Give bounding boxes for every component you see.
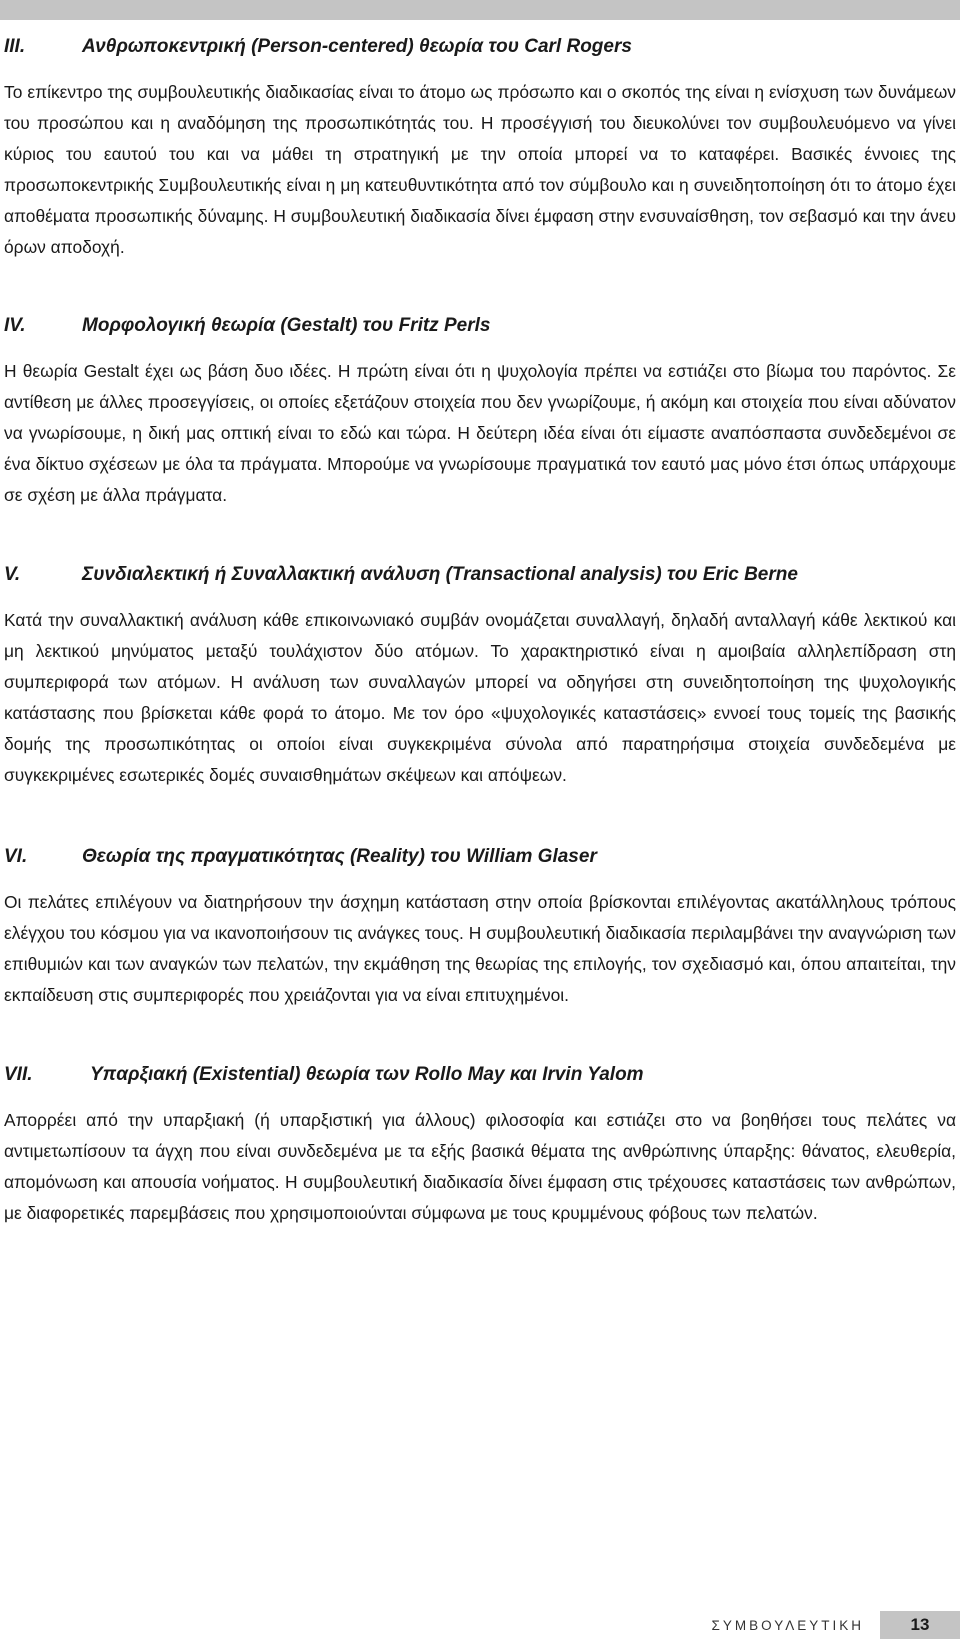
section-heading — [4, 34, 956, 60]
section-number: IV. — [4, 315, 26, 336]
document-body — [4, 34, 956, 1229]
section-paragraph: Οι πελάτες επιλέγουν να διατηρήσουν την άσχημη κατάσταση στην οποία βρίσκονται επιλέγοντας ακατάλληλους τρόπους ελέγχου του κόσμου για να ικανοποιήσουν τις ανάγκες τους. Η συμβουλευτική διαδικασία περιλαμβάνει την αναγνώριση των επιθυμιών και των αναγκών των πελατών, την εκμάθηση της θεωρίας της επιλογής, τον σχεδιασμό και, όπου απαιτείται, την εκπαίδευση στις συμπεριφορές που χρειάζονται για να είναι επιτυχημένοι. — [4, 892, 956, 1005]
page-footer — [712, 1611, 960, 1639]
section-v — [4, 562, 956, 791]
section-number: VI. — [4, 846, 28, 867]
section-iii — [4, 34, 956, 263]
section-vi — [4, 844, 956, 1011]
section-title: Συνδιαλεκτική ή Συναλλακτική ανάλυση (Transactional analysis) του Eric Berne — [82, 564, 798, 585]
section-heading — [4, 1062, 956, 1088]
section-iv — [4, 313, 956, 511]
section-paragraph: Το επίκεντρο της συμβουλευτικής διαδικασίας είναι το άτομο ως πρόσωπο και ο σκοπός της είναι η ενίσχυση των δυνάμεων του προσώπου και η αναδόμηση της προσωπικότητάς του. Η προσέγγισή του διευκολύνει τον συμβουλευόμενο να γίνει κύριος του εαυτού του και να μάθει τη στρατηγική με την οποία μπορεί να το καταφέρει. Βασικές έννοιες της προσωποκεντρικής Συμβουλευτικής είναι η μη κατευθυντικότητα από τον σύμβουλο και η συνειδητοποίηση ότι το άτομο έχει αποθέματα προσωπικής δύναμης. Η συμβουλευτική διαδικασία δίνει έμφαση στην ενσυναίσθηση, τον σεβασμό και την άνευ όρων αποδοχή. — [4, 82, 956, 257]
section-heading — [4, 562, 956, 588]
section-vii — [4, 1062, 956, 1229]
section-title: Μορφολογική θεωρία (Gestalt) του Fritz Perls — [82, 315, 491, 336]
section-title: Θεωρία της πραγματικότητας (Reality) του William Glaser — [82, 846, 597, 867]
page-number: 13 — [880, 1611, 960, 1639]
top-decorative-bar — [0, 0, 960, 20]
section-title: Ανθρωποκεντρική (Person-centered) θεωρία του Carl Rogers — [82, 36, 632, 57]
section-number: VII. — [4, 1064, 33, 1085]
section-heading — [4, 313, 956, 339]
section-paragraph: Κατά την συναλλακτική ανάλυση κάθε επικοινωνιακό συμβάν ονομάζεται συναλλαγή, δηλαδή ανταλλαγή κάθε λεκτικού και μη λεκτικού μηνύματος μεταξύ τουλάχιστον δύο ατόμων. Το χαρακτηριστικό είναι η αμοιβαία αλληλεπίδραση στη συμπεριφορά των ατόμων. Η ανάλυση των συναλλαγών μπορεί να οδηγήσει στη συνειδητοποίηση της ψυχολογικής κατάστασης που βρίσκεται κάθε φορά το άτομο. Με τον όρο «ψυχολογικές καταστάσεις» εννοεί τους τομείς της βασικής δομής της προσωπικότητας οι οποίοι είναι συγκεκριμένα σύνολα από παρατηρήσιμα στοιχεία συνδεδεμένα με συγκεκριμένες εσωτερικές δομές συναισθημάτων σκέψεων και απόψεων. — [4, 610, 956, 785]
footer-running-title: ΣΥΜΒΟΥΛΕΥΤΙΚΗ — [711, 1617, 864, 1633]
section-number: V. — [4, 564, 21, 585]
section-paragraph: Η θεωρία Gestalt έχει ως βάση δυο ιδέες. Η πρώτη είναι ότι η ψυχολογία πρέπει να εστιάζει στο βίωμα του παρόντος. Σε αντίθεση με άλλες προσεγγίσεις, οι οποίες εξετάζουν στοιχεία που δεν γνωρίζουμε, ή ακόμη και στοιχεία που είναι αδύνατον να γνωρίσουμε, η δική μας οπτική είναι το εδώ και τώρα. Η δεύτερη ιδέα είναι ότι είμαστε αναπόσπαστα συνδεδεμένοι σε ένα δίκτυο σχέσεων με όλα τα πράγματα. Μπορούμε να γνωρίσουμε πραγματικά τον εαυτό μας μόνο έτσι όπως υπάρχουμε σε σχέση με άλλα πράγματα. — [4, 361, 956, 505]
section-number: III. — [4, 36, 26, 57]
section-heading — [4, 844, 956, 870]
section-title: Υπαρξιακή (Existential) θεωρία των Rollo May και Irvin Yalom — [90, 1064, 644, 1085]
section-paragraph: Απορρέει από την υπαρξιακή (ή υπαρξιστική για άλλους) φιλοσοφία και εστιάζει στο να βοηθήσει τους πελάτες να αντιμετωπίσουν τα άγχη που είναι συνδεδεμένα με τα εξής βασικά θέματα της ανθρώπινης ύπαρξης: θάνατος, ελευθερία, απομόνωση και απουσία νοήματος. Η συμβουλευτική διαδικασία δίνει έμφαση στις τρέχουσες καταστάσεις των ανθρώπων, με διαφορετικές παρεμβάσεις που χρησιμοποιούνται σύμφωνα με τους κρυμμένους φόβους των πελατών. — [4, 1110, 956, 1223]
